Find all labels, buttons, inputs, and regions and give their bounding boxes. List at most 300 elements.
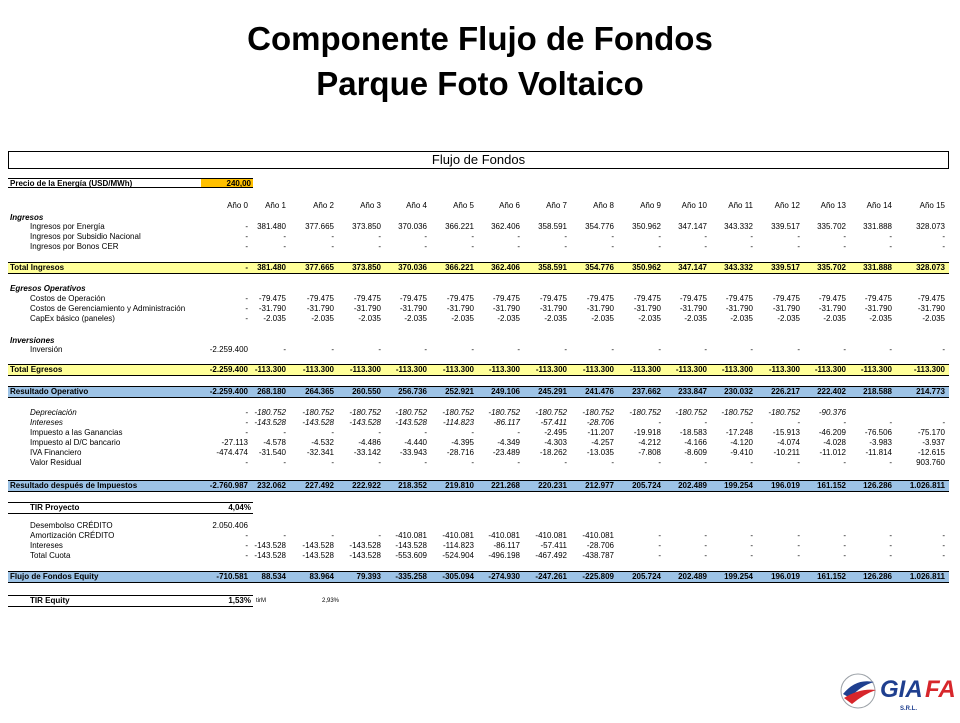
cell-value: -710.581: [216, 572, 248, 581]
cell-value: -31.790: [818, 304, 846, 313]
total-row: [8, 386, 949, 398]
cell-value: -180.752: [254, 408, 286, 417]
cell-value: -57.411: [540, 541, 567, 550]
cell-value: -: [564, 458, 567, 467]
row-label: Valor Residual: [30, 458, 82, 467]
year-header: Año 4: [406, 201, 427, 210]
cell-value: -: [704, 345, 707, 354]
energy-price-value: 240,00: [201, 178, 253, 188]
cell-value: -180.752: [629, 408, 661, 417]
cell-value: -2.035: [591, 314, 614, 323]
energy-price-label: Precio de la Energía (USD/MWh): [8, 178, 201, 188]
cell-value: -: [517, 345, 520, 354]
cell-value: -: [424, 458, 427, 467]
cell-value: -2.035: [311, 314, 334, 323]
cell-value: 354.776: [585, 222, 614, 231]
cell-value: 343.332: [724, 222, 753, 231]
cell-value: -: [843, 242, 846, 251]
cell-value: -: [704, 551, 707, 560]
cell-value: -79.475: [586, 294, 614, 303]
cell-value: -180.752: [349, 408, 381, 417]
cell-value: 202.489: [678, 572, 707, 581]
cell-value: 347.147: [678, 222, 707, 231]
cell-value: -247.261: [535, 572, 567, 581]
cell-value: -: [245, 222, 248, 231]
cell-value: 233.847: [678, 387, 707, 396]
cell-value: -: [611, 345, 614, 354]
cell-value: -113.300: [488, 365, 520, 374]
cell-value: 88.534: [261, 572, 286, 581]
cell-value: -: [889, 418, 892, 427]
cell-value: -553.609: [395, 551, 427, 560]
cell-value: -: [750, 418, 753, 427]
cell-value: -31.790: [679, 304, 707, 313]
cell-value: -: [942, 551, 945, 560]
cell-value: -: [331, 345, 334, 354]
cell-value: -: [245, 458, 248, 467]
cell-value: -4.532: [311, 438, 334, 447]
cell-value: -180.752: [302, 408, 334, 417]
table-row: [8, 294, 949, 304]
cell-value: -: [658, 345, 661, 354]
cell-value: -: [704, 458, 707, 467]
cell-value: -: [750, 541, 753, 550]
cell-value: -: [797, 541, 800, 550]
cell-value: -: [750, 345, 753, 354]
cell-value: -143.528: [349, 418, 381, 427]
cell-value: -: [331, 458, 334, 467]
cell-value: -: [471, 345, 474, 354]
cell-value: -2.760.987: [209, 481, 248, 490]
cell-value: -: [424, 428, 427, 437]
cell-value: -180.752: [535, 408, 567, 417]
cell-value: -: [424, 232, 427, 241]
cell-value: -: [564, 232, 567, 241]
year-header: Año 12: [774, 201, 800, 210]
cell-value: -4.578: [263, 438, 286, 447]
cell-value: -: [942, 531, 945, 540]
cell-value: 230.032: [724, 387, 753, 396]
cell-value: -: [245, 304, 248, 313]
total-row: [8, 364, 949, 376]
cell-value: -79.475: [446, 294, 474, 303]
cell-value: -4.303: [544, 438, 567, 447]
row-label: Total Cuota: [30, 551, 71, 560]
cell-value: -: [245, 232, 248, 241]
cell-value: -31.790: [258, 304, 286, 313]
cell-value: -: [750, 551, 753, 560]
cell-value: -15.913: [772, 428, 800, 437]
cell-value: -2.259.400: [209, 365, 248, 374]
table-row: [8, 428, 949, 438]
cell-value: -11.012: [819, 448, 846, 457]
table-row: [8, 222, 949, 232]
cell-value: 268.180: [257, 387, 286, 396]
cell-value: 205.724: [632, 481, 661, 490]
cell-value: -2.035: [869, 314, 892, 323]
cell-value: 328.073: [916, 263, 945, 272]
cell-value: 366.221: [445, 263, 474, 272]
cell-value: -180.752: [488, 408, 520, 417]
cell-value: -114.823: [443, 541, 474, 550]
cell-value: -: [331, 242, 334, 251]
cell-value: -: [283, 345, 286, 354]
cell-value: -: [889, 551, 892, 560]
cell-value: -2.259.400: [209, 387, 248, 396]
year-header: Año 0: [227, 201, 248, 210]
cell-value: -: [564, 242, 567, 251]
cell-value: -: [245, 314, 248, 323]
cell-value: 79.393: [356, 572, 381, 581]
svg-text:S.R.L.: S.R.L.: [900, 706, 918, 712]
row-label: Amortización CRÉDITO: [30, 531, 115, 540]
cell-value: -143.528: [254, 418, 286, 427]
cell-value: -: [704, 531, 707, 540]
cell-value: -113.300: [442, 365, 474, 374]
cell-value: -90.376: [818, 408, 846, 417]
cell-value: -: [245, 242, 248, 251]
cell-value: -: [658, 232, 661, 241]
row-label: Intereses: [30, 418, 63, 427]
year-header: Año 14: [866, 201, 892, 210]
row-label: Desembolso CRÉDITO: [30, 521, 113, 530]
cell-value: -31.790: [539, 304, 567, 313]
cell-value: 373.850: [352, 222, 381, 231]
cell-value: -: [611, 242, 614, 251]
row-label: Ingresos por Subsidio Nacional: [30, 232, 141, 241]
cell-value: 241.476: [585, 387, 614, 396]
cell-value: -: [797, 242, 800, 251]
tir-proyecto-row: [8, 502, 253, 514]
cell-value: -: [331, 232, 334, 241]
cell-value: 260.550: [352, 387, 381, 396]
cell-value: -113.300: [535, 365, 567, 374]
cell-value: -: [889, 242, 892, 251]
cell-value: -: [471, 232, 474, 241]
cell-value: -9.410: [730, 448, 753, 457]
cell-value: -79.475: [633, 294, 661, 303]
row-label: Depreciación: [30, 408, 77, 417]
cell-value: -57.411: [540, 418, 567, 427]
row-label: Total Egresos: [10, 365, 63, 374]
cell-value: -2.035: [777, 314, 800, 323]
cell-value: -: [843, 541, 846, 550]
cell-value: -: [517, 458, 520, 467]
cell-value: -113.300: [582, 365, 614, 374]
svg-text:GIA: GIA: [880, 676, 923, 703]
cell-value: -: [378, 531, 381, 540]
cell-value: 199.254: [724, 572, 753, 581]
cell-value: -: [283, 458, 286, 467]
cell-value: -: [750, 232, 753, 241]
cell-value: -4.074: [777, 438, 800, 447]
cell-value: -86.117: [493, 418, 520, 427]
tir-proyecto-label: TIR Proyecto: [30, 503, 80, 512]
cell-value: -10.211: [773, 448, 800, 457]
cell-value: -4.212: [638, 438, 661, 447]
table-row: [8, 531, 949, 541]
cell-value: -274.930: [488, 572, 520, 581]
year-header: Año 2: [313, 201, 334, 210]
cell-value: -31.790: [633, 304, 661, 313]
table-row: [8, 304, 949, 314]
cell-value: -31.790: [772, 304, 800, 313]
cell-value: -4.486: [358, 438, 381, 447]
cell-value: -: [283, 232, 286, 241]
cell-value: -2.495: [544, 428, 567, 437]
cell-value: -: [658, 531, 661, 540]
cell-value: -79.475: [353, 294, 381, 303]
cell-value: -: [283, 428, 286, 437]
cell-value: -4.028: [823, 438, 846, 447]
cell-value: -143.528: [349, 541, 381, 550]
cell-value: -2.035: [544, 314, 567, 323]
cell-value: -: [889, 531, 892, 540]
cell-value: -410.081: [488, 531, 520, 540]
cell-value: -: [942, 232, 945, 241]
cell-value: -: [378, 232, 381, 241]
cell-value: -75.170: [917, 428, 945, 437]
cell-value: 331.888: [863, 222, 892, 231]
cell-value: -: [843, 551, 846, 560]
cell-value: -28.716: [446, 448, 474, 457]
cell-value: -: [611, 232, 614, 241]
cell-value: -31.790: [399, 304, 427, 313]
cell-value: -12.615: [917, 448, 945, 457]
row-label: Resultado después de Impuestos: [10, 481, 138, 490]
tir-proyecto-value: 4,04%: [228, 503, 251, 512]
cell-value: -79.475: [492, 294, 520, 303]
row-label: Flujo de Fondos Equity: [10, 572, 99, 581]
cell-value: -2.035: [358, 314, 381, 323]
year-header: Año 9: [640, 201, 661, 210]
cell-value: -79.475: [818, 294, 846, 303]
cell-value: -4.349: [497, 438, 520, 447]
cell-value: -18.262: [539, 448, 567, 457]
cell-value: -: [283, 531, 286, 540]
cell-value: -: [843, 232, 846, 241]
cell-value: 218.588: [863, 387, 892, 396]
cell-value: -: [245, 263, 248, 272]
cell-value: -143.528: [395, 541, 427, 550]
cell-value: -11.814: [865, 448, 892, 457]
row-label: Costos de Gerenciamiento y Administración: [30, 304, 186, 313]
row-label: Resultado Operativo: [10, 387, 89, 396]
cell-value: -: [942, 242, 945, 251]
cell-value: -2.035: [404, 314, 427, 323]
cell-value: -33.142: [353, 448, 381, 457]
cell-value: -3.983: [869, 438, 892, 447]
cell-value: -27.113: [221, 438, 248, 447]
cell-value: 196.019: [771, 481, 800, 490]
cell-value: 221.268: [491, 481, 520, 490]
cell-value: -: [245, 408, 248, 417]
cell-value: -: [245, 531, 248, 540]
cell-value: -33.943: [399, 448, 427, 457]
cell-value: -180.752: [768, 408, 800, 417]
cell-value: -: [471, 242, 474, 251]
cell-value: -: [517, 242, 520, 251]
cell-value: 205.724: [632, 572, 661, 581]
cell-value: -79.475: [258, 294, 286, 303]
cell-value: -: [889, 345, 892, 354]
cell-value: -79.475: [864, 294, 892, 303]
cell-value: 220.231: [538, 481, 567, 490]
slide-title-line2: Parque Foto Voltaico: [316, 65, 644, 102]
cell-value: -: [889, 541, 892, 550]
row-label: CapEx básico (paneles): [30, 314, 115, 323]
cell-value: -18.583: [679, 428, 707, 437]
cell-value: 358.591: [538, 263, 567, 272]
cell-value: 381.480: [257, 222, 286, 231]
cell-value: 362.406: [491, 263, 520, 272]
cell-value: 328.073: [916, 222, 945, 231]
total-row: [8, 480, 949, 492]
cell-value: -143.528: [395, 418, 427, 427]
table-row: [8, 458, 949, 468]
cell-value: -: [471, 428, 474, 437]
cell-value: -: [517, 428, 520, 437]
cell-value: -4.120: [730, 438, 753, 447]
row-label: Impuesto al D/C bancario: [30, 438, 121, 447]
year-header: Año 10: [681, 201, 707, 210]
cell-value: 339.517: [771, 222, 800, 231]
cell-value: 350.962: [632, 222, 661, 231]
cell-value: -: [843, 345, 846, 354]
cell-value: -180.752: [442, 408, 474, 417]
cell-value: 347.147: [678, 263, 707, 272]
cell-value: -: [245, 418, 248, 427]
cell-value: -: [704, 242, 707, 251]
cell-value: -32.341: [306, 448, 334, 457]
cell-value: -410.081: [535, 531, 567, 540]
cell-value: -180.752: [395, 408, 427, 417]
cell-value: 358.591: [538, 222, 567, 231]
section-heading: [8, 284, 949, 294]
cell-value: 370.036: [398, 263, 427, 272]
svg-text:FA: FA: [925, 676, 954, 703]
year-header: Año 6: [499, 201, 520, 210]
cell-value: -113.300: [913, 365, 945, 374]
cell-value: -180.752: [582, 408, 614, 417]
cell-value: -: [797, 345, 800, 354]
cell-value: -335.258: [395, 572, 427, 581]
cell-value: -496.198: [488, 551, 520, 560]
cell-value: -: [942, 541, 945, 550]
cell-value: 331.888: [863, 263, 892, 272]
cell-value: 126.286: [863, 481, 892, 490]
cell-value: 222.922: [352, 481, 381, 490]
cell-value: 126.286: [863, 572, 892, 581]
cell-value: -410.081: [442, 531, 474, 540]
table-row: [8, 418, 949, 428]
cell-value: -: [843, 418, 846, 427]
cell-value: 245.291: [538, 387, 567, 396]
total-row: [8, 571, 949, 583]
sheet-header: Flujo de Fondos: [8, 151, 949, 169]
cell-value: -113.300: [675, 365, 707, 374]
row-label: Impuesto a las Ganancias: [30, 428, 123, 437]
cell-value: -113.300: [721, 365, 753, 374]
cell-value: 343.332: [724, 263, 753, 272]
row-label: Intereses: [30, 541, 63, 550]
cell-value: -143.528: [254, 551, 286, 560]
cell-value: -28.706: [586, 418, 614, 427]
cell-value: -31.790: [353, 304, 381, 313]
cell-value: 256.736: [398, 387, 427, 396]
cell-value: -438.787: [582, 551, 614, 560]
row-label: IVA Financiero: [30, 448, 82, 457]
cell-value: 249.106: [491, 387, 520, 396]
cell-value: -113.300: [395, 365, 427, 374]
cell-value: -: [378, 458, 381, 467]
total-row: [8, 262, 949, 274]
cell-value: -31.790: [492, 304, 520, 313]
giafa-logo-mark: [838, 664, 954, 718]
tir-equity-row: [8, 595, 253, 607]
cell-value: -467.492: [535, 551, 567, 560]
cell-value: -: [797, 531, 800, 540]
cell-value: -114.823: [443, 418, 474, 427]
cell-value: -410.081: [395, 531, 427, 540]
cell-value: -305.094: [442, 572, 474, 581]
cell-value: -143.528: [349, 551, 381, 560]
cell-value: 350.962: [632, 263, 661, 272]
cell-value: -: [517, 232, 520, 241]
cell-value: 161.152: [817, 481, 846, 490]
table-row: [8, 314, 949, 324]
cell-value: 237.662: [632, 387, 661, 396]
cell-value: -524.904: [442, 551, 474, 560]
slide-title-line1: Componente Flujo de Fondos: [247, 20, 713, 57]
cell-value: -: [658, 458, 661, 467]
cell-value: -31.790: [917, 304, 945, 313]
cell-value: 366.221: [445, 222, 474, 231]
row-label: Inversión: [30, 345, 63, 354]
cell-value: 232.062: [257, 481, 286, 490]
year-header: Año 15: [919, 201, 945, 210]
cell-value: 227.492: [305, 481, 334, 490]
cell-value: -: [611, 458, 614, 467]
cell-value: -: [797, 232, 800, 241]
cell-value: -: [331, 531, 334, 540]
tirm-value: 2,93%: [322, 598, 340, 604]
cell-value: -: [750, 531, 753, 540]
cell-value: -31.540: [258, 448, 286, 457]
cell-value: 226.217: [771, 387, 800, 396]
cell-value: -4.257: [591, 438, 614, 447]
cell-value: -: [704, 541, 707, 550]
cell-value: -2.035: [823, 314, 846, 323]
table-row: [8, 242, 949, 252]
cell-value: -143.528: [302, 551, 334, 560]
cell-value: 1.026.811: [909, 481, 945, 490]
cell-value: -2.035: [638, 314, 661, 323]
cell-value: -: [942, 345, 945, 354]
cell-value: -2.035: [497, 314, 520, 323]
cell-value: 373.850: [352, 263, 381, 272]
cell-value: -113.300: [349, 365, 381, 374]
table-row: [8, 345, 949, 355]
row-label: Ingresos por Bonos CER: [30, 242, 119, 251]
cell-value: -143.528: [254, 541, 286, 550]
cell-value: 264.365: [305, 387, 334, 396]
cell-value: 335.702: [817, 222, 846, 231]
cell-value: -180.752: [675, 408, 707, 417]
row-label: Egresos Operativos: [10, 284, 86, 293]
row-label: Ingresos por Energía: [30, 222, 105, 231]
cell-value: 196.019: [771, 572, 800, 581]
